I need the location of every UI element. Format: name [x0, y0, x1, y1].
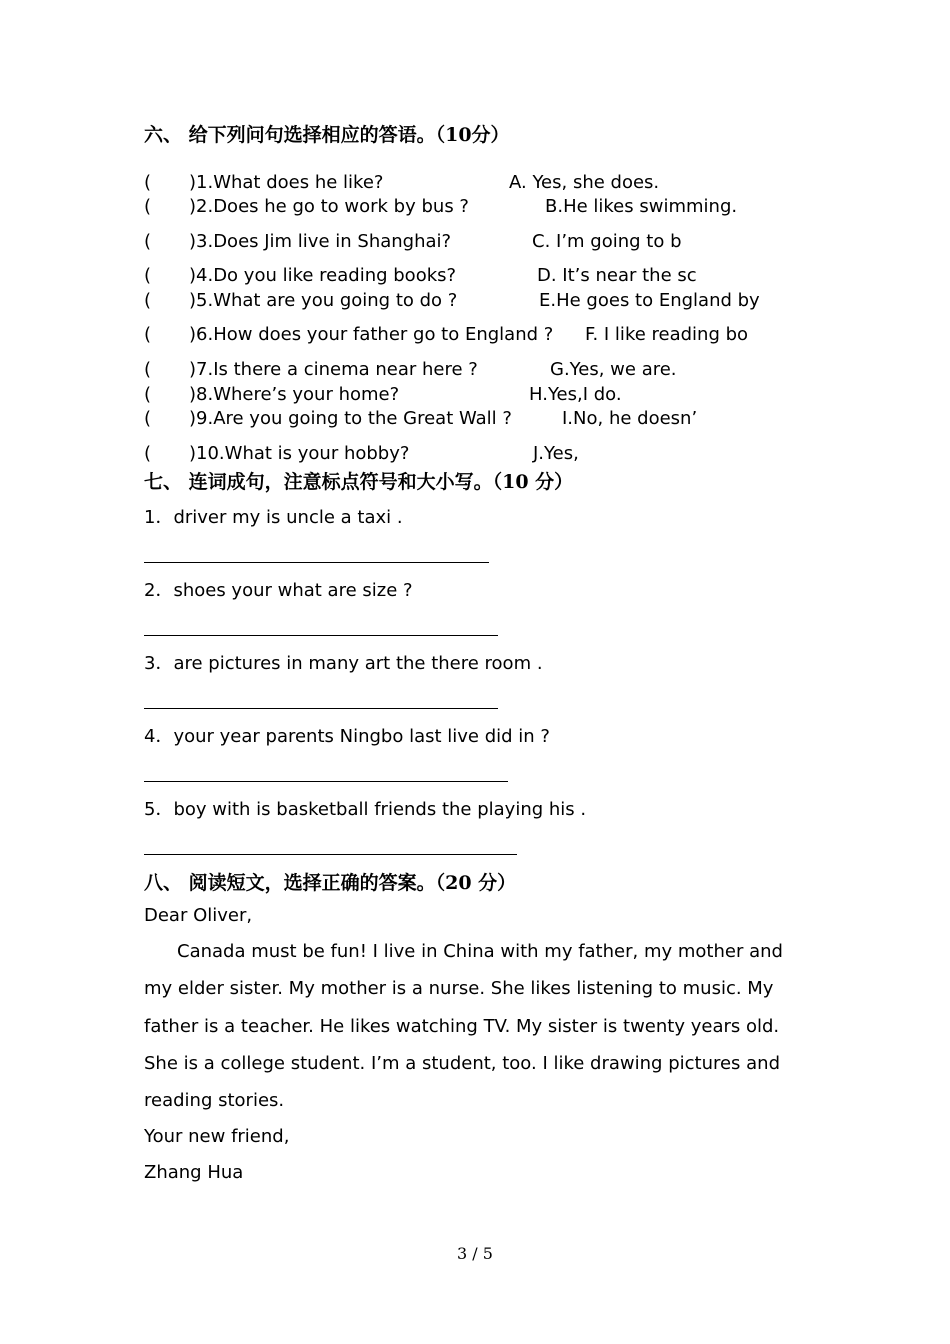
- answer-paren: (: [144, 196, 152, 217]
- page-number: 3 / 5: [457, 1244, 493, 1263]
- answer-option-d: D. It’s near the sc: [537, 265, 697, 286]
- question-3: )3.Does Jim live in Shanghai?: [189, 231, 452, 252]
- letter-closing: Your new friend,: [144, 1126, 290, 1147]
- answer-paren: (: [144, 443, 152, 464]
- letter-body-text: Canada must be fun! I live in China with my father, my mother and my elder sister. My mother is a nurse. She likes listening to music. My father is a teacher. He likes watching TV. My sister is twenty years old. She is a college student. I’m a student, too. I like drawing pictures and reading stories.: [144, 941, 783, 1112]
- question-10: )10.What is your hobby?: [189, 443, 410, 464]
- answer-line-1: [144, 562, 489, 563]
- answer-paren: (: [144, 231, 152, 252]
- answer-option-f: F. I like reading bo: [585, 324, 749, 345]
- answer-line-2: [144, 635, 498, 636]
- section8-title: 八、 阅读短文，选择正确的答案。（20 分）: [144, 872, 517, 894]
- answer-paren: (: [144, 265, 152, 286]
- answer-paren: (: [144, 359, 152, 380]
- question-6: )6.How does your father go to England ?: [189, 324, 554, 345]
- answer-option-e: E.He goes to England by: [539, 290, 760, 311]
- scrambled-sentence-1: 1．driver my is uncle a taxi .: [144, 507, 403, 528]
- answer-option-c: C. I’m going to b: [532, 231, 682, 252]
- scrambled-sentence-4: 4．your year parents Ningbo last live did in ?: [144, 726, 550, 747]
- section7-title: 七、 连词成句，注意标点符号和大小写。（10 分）: [144, 471, 574, 493]
- answer-paren: (: [144, 384, 152, 405]
- answer-option-i: I.No, he doesn’: [562, 408, 698, 429]
- question-4: )4.Do you like reading books?: [189, 265, 457, 286]
- answer-option-a: A. Yes, she does.: [509, 172, 660, 193]
- answer-line-3: [144, 708, 498, 709]
- letter-signature: Zhang Hua: [144, 1162, 244, 1183]
- answer-line-5: [144, 854, 517, 855]
- answer-paren: (: [144, 408, 152, 429]
- question-1: )1.What does he like?: [189, 172, 384, 193]
- answer-option-b: B.He likes swimming.: [545, 196, 738, 217]
- scrambled-sentence-3: 3．are pictures in many art the there room .: [144, 653, 543, 674]
- scrambled-sentence-5: 5．boy with is basketball friends the playing his .: [144, 799, 587, 820]
- scrambled-sentence-2: 2．shoes your what are size ?: [144, 580, 413, 601]
- answer-option-g: G.Yes, we are.: [550, 359, 677, 380]
- question-5: )5.What are you going to do ?: [189, 290, 458, 311]
- question-8: )8.Where’s your home?: [189, 384, 400, 405]
- answer-paren: (: [144, 290, 152, 311]
- answer-option-j: J.Yes,: [533, 443, 579, 464]
- letter-body: [144, 933, 804, 1119]
- answer-line-4: [144, 781, 508, 782]
- question-7: )7.Is there a cinema near here ?: [189, 359, 478, 380]
- question-2: )2.Does he go to work by bus ?: [189, 196, 469, 217]
- answer-option-h: H.Yes,I do.: [529, 384, 622, 405]
- section6-title: 六、 给下列问句选择相应的答语。（10分）: [144, 124, 510, 146]
- answer-paren: (: [144, 324, 152, 345]
- question-9: )9.Are you going to the Great Wall ?: [189, 408, 512, 429]
- letter-greeting: Dear Oliver,: [144, 905, 253, 926]
- answer-paren: (: [144, 172, 152, 193]
